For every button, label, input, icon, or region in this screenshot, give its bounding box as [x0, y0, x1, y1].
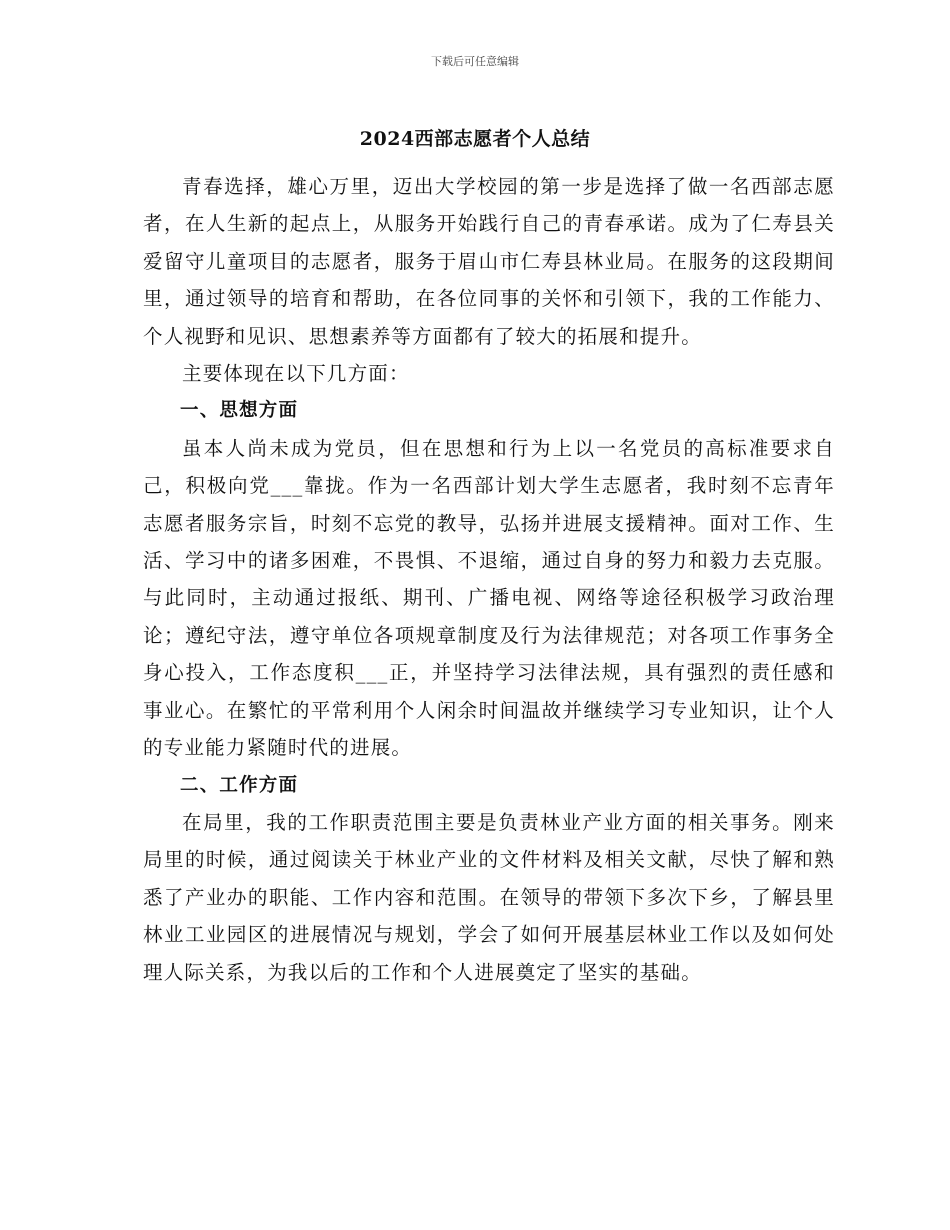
- intro-paragraph: 青春选择，雄心万里，迈出大学校园的第一步是选择了做一名西部志愿者，在人生新的起点上，从服务开始践行自己的青春承诺。成为了仁寿县关爱留守儿童项目的志愿者，服务于眉山市仁寿县林业局。在服务的这段期间里，通过领导的培育和帮助，在各位同事的关怀和引领下，我的工作能力、个人视野和见识、思想素养等方面都有了较大的拓展和提升。: [143, 175, 835, 348]
- work-paragraph: 在局里，我的工作职责范围主要是负责林业产业方面的相关事务。刚来局里的时候，通过阅读关于林业产业的文件材料及相关文献，尽快了解和熟悉了产业办的职能、工作内容和范围。在领导的带领下多次下乡，了解县里林业工业园区的进展情况与规划，学会了如何开展基层林业工作以及如何处理人际关系，为我以后的工作和个人进展奠定了坚实的基础。: [143, 810, 835, 984]
- document-body: [143, 168, 835, 991]
- section-heading-thought: 一、思想方面: [180, 400, 299, 422]
- summary-lead-paragraph: 主要体现在以下几方面：: [182, 362, 410, 386]
- section-heading-work: 二、工作方面: [180, 774, 299, 796]
- document-title: 2024西部志愿者个人总结: [359, 128, 591, 150]
- thought-paragraph: 虽本人尚未成为党员，但在思想和行为上以一名党员的高标准要求自己，积极向党___靠拢。作为一名西部计划大学生志愿者，我时刻不忘青年志愿者服务宗旨，时刻不忘党的教导，弘扬并进展支援精神。面对工作、生活、学习中的诸多困难，不畏惧、不退缩，通过自身的努力和毅力去克服。与此同时，主动通过报纸、期刊、广播电视、网络等途径积极学习政治理论；遵纪守法，遵守单位各项规章制度及行为法律规范；对各项工作事务全身心投入，工作态度积___正，并坚持学习法律法规，具有强烈的责任感和事业心。在繁忙的平常利用个人闲余时间温故并继续学习专业知识，让个人的专业能力紧随时代的进展。: [143, 436, 835, 760]
- download-note: 下载后可任意编辑: [431, 55, 519, 68]
